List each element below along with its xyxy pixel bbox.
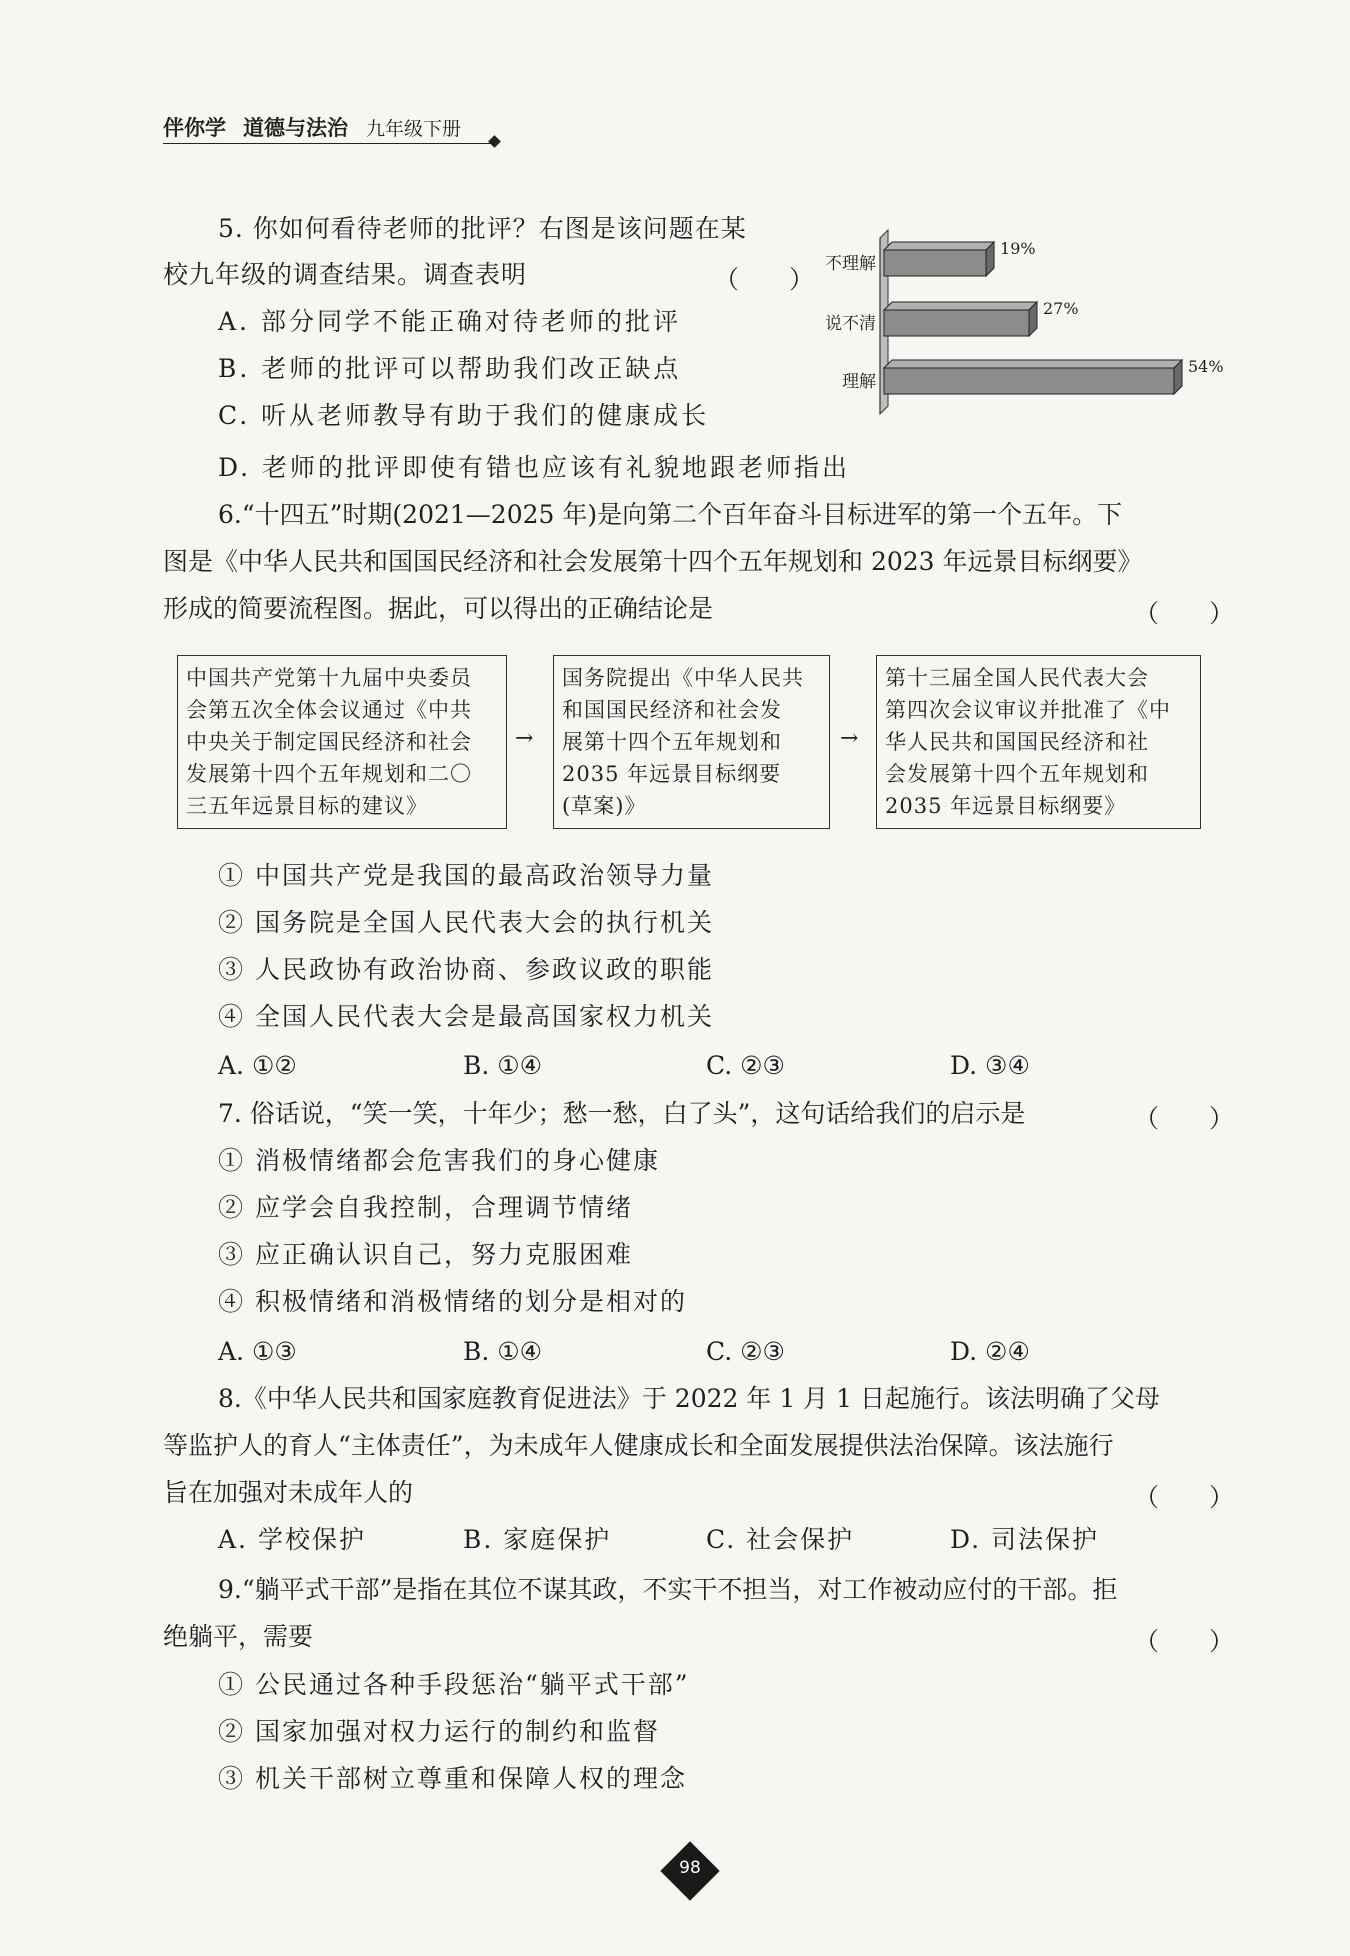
flow-box-2-line: 和国国民经济和社会发 [562, 698, 782, 722]
q7-statement-2: ② 应学会自我控制，合理调节情绪 [218, 1193, 633, 1222]
q7-statement-3: ③ 应正确认识自己，努力克服困难 [218, 1240, 633, 1269]
q8-stem-line3: 旨在加强对未成年人的 [163, 1478, 414, 1507]
q8-option-d: D. 司法保护 [950, 1525, 1100, 1554]
chart-value-label: 19% [1000, 239, 1036, 258]
q6-option-b: B. ①④ [463, 1051, 543, 1080]
q7-option-a: A. ①③ [218, 1337, 297, 1366]
q5-answer-paren: （ ） [714, 265, 815, 294]
flow-box-1-line: 发展第十四个五年规划和二〇 [186, 762, 472, 786]
q8-option-c: C. 社会保护 [706, 1525, 855, 1554]
q8-stem-line1: 8.《中华人民共和国家庭教育促进法》于 2022 年 1 月 1 日起施行。该法明确了父母 [218, 1384, 1160, 1413]
header-brand: 伴你学 [163, 116, 226, 140]
flow-box-3-line: 华人民共和国国民经济和社 [885, 730, 1149, 754]
flow-box-3-line: 第四次会议审议并批准了《中 [885, 698, 1171, 722]
header-grade: 九年级下册 [366, 118, 462, 140]
chart-category-label: 不理解 [825, 254, 876, 274]
q6-option-d: D. ③④ [950, 1051, 1030, 1080]
q8-answer-paren: （ ） [1134, 1483, 1235, 1512]
q6-stem-line3: 形成的简要流程图。据此，可以得出的正确结论是 [163, 594, 714, 623]
flow-box-2-line: 2035 年远景目标纲要 [562, 762, 782, 786]
q9-answer-paren: （ ） [1134, 1627, 1235, 1656]
q6-flow-box-3 [876, 655, 1201, 829]
flow-box-3-line: 第十三届全国人民代表大会 [885, 666, 1149, 690]
q6-statement-3: ③ 人民政协有政治协商、参政议政的职能 [218, 955, 714, 984]
q7-statement-1: ① 消极情绪都会危害我们的身心健康 [218, 1146, 660, 1175]
q6-flow-box-1 [177, 655, 507, 829]
page-number: 98 [679, 1858, 701, 1878]
chart-value-label: 27% [1043, 299, 1079, 318]
q9-statement-1: ① 公民通过各种手段惩治“躺平式干部” [218, 1670, 690, 1699]
q6-option-c: C. ②③ [706, 1051, 785, 1080]
q5-stem-line2: 校九年级的调查结果。调查表明 [163, 260, 528, 289]
flow-box-2-line: 国务院提出《中华人民共 [562, 666, 804, 690]
flow-box-1-line: 三五年远景目标的建议》 [186, 794, 428, 818]
q7-answer-paren: （ ） [1134, 1104, 1235, 1133]
q7-option-b: B. ①④ [463, 1337, 543, 1366]
q6-statement-4: ④ 全国人民代表大会是最高国家权力机关 [218, 1002, 714, 1031]
q6-stem-line2: 图是《中华人民共和国国民经济和社会发展第十四个五年规划和 2023 年远景目标纲要》 [163, 547, 1143, 576]
q5-stem-line1: 5. 你如何看待老师的批评？右图是该问题在某 [218, 214, 747, 243]
flow-box-2-line: (草案)》 [562, 794, 647, 818]
q7-statement-4: ④ 积极情绪和消极情绪的划分是相对的 [218, 1287, 687, 1316]
q6-answer-paren: （ ） [1134, 599, 1235, 628]
q6-statement-2: ② 国务院是全国人民代表大会的执行机关 [218, 908, 714, 937]
q6-flow-box-2 [553, 655, 830, 829]
chart-bar [884, 242, 994, 276]
q7-option-c: C. ②③ [706, 1337, 785, 1366]
q6-stem-line1: 6.“十四五”时期(2021—2025 年)是向第二个百年奋斗目标进军的第一个五年。下 [218, 500, 1123, 529]
header-subject: 道德与法治 [243, 116, 348, 140]
chart-bar [884, 302, 1037, 336]
q8-option-b: B. 家庭保护 [463, 1525, 612, 1554]
chart-value-label: 54% [1188, 357, 1224, 376]
flow-box-3-line: 2035 年远景目标纲要》 [885, 794, 1127, 818]
q5-option-d: D. 老师的批评即使有错也应该有礼貌地跟老师指出 [218, 453, 851, 482]
q8-option-a: A. 学校保护 [218, 1525, 366, 1554]
flow-arrow-icon: → [840, 726, 859, 751]
flow-box-1-line: 中国共产党第十九届中央委员 [186, 666, 472, 690]
q5-bar-chart [810, 228, 1224, 418]
flow-box-2-line: 展第十四个五年规划和 [562, 730, 782, 754]
q9-statement-2: ② 国家加强对权力运行的制约和监督 [218, 1717, 660, 1746]
q9-statement-3: ③ 机关干部树立尊重和保障人权的理念 [218, 1764, 687, 1793]
header-rule [163, 143, 493, 144]
q7-stem: 7. 俗话说，“笑一笑，十年少；愁一愁，白了头”，这句话给我们的启示是 [218, 1099, 1026, 1128]
q7-option-d: D. ②④ [950, 1337, 1030, 1366]
q6-option-a: A. ①② [218, 1051, 297, 1080]
q5-option-c: C. 听从老师教导有助于我们的健康成长 [218, 401, 710, 430]
q8-stem-line2: 等监护人的育人“主体责任”，为未成年人健康成长和全面发展提供法治保障。该法施行 [163, 1431, 1114, 1460]
q9-stem-line1: 9.“躺平式干部”是指在其位不谋其政，不实干不担当，对工作被动应付的干部。拒 [218, 1575, 1118, 1604]
flow-box-1-line: 中央关于制定国民经济和社会 [186, 730, 472, 754]
header-diamond-icon [488, 135, 501, 148]
q5-option-a: A. 部分同学不能正确对待老师的批评 [218, 307, 681, 336]
q9-stem-line2: 绝躺平，需要 [163, 1622, 314, 1651]
q6-statement-1: ① 中国共产党是我国的最高政治领导力量 [218, 861, 714, 890]
chart-bar [884, 360, 1182, 394]
chart-category-label: 说不清 [825, 314, 876, 334]
flow-box-3-line: 会发展第十四个五年规划和 [885, 762, 1149, 786]
q5-option-b: B. 老师的批评可以帮助我们改正缺点 [218, 354, 682, 383]
chart-category-label: 理解 [842, 372, 876, 392]
flow-box-1-line: 会第五次全体会议通过《中共 [186, 698, 472, 722]
flow-arrow-icon: → [515, 726, 534, 751]
